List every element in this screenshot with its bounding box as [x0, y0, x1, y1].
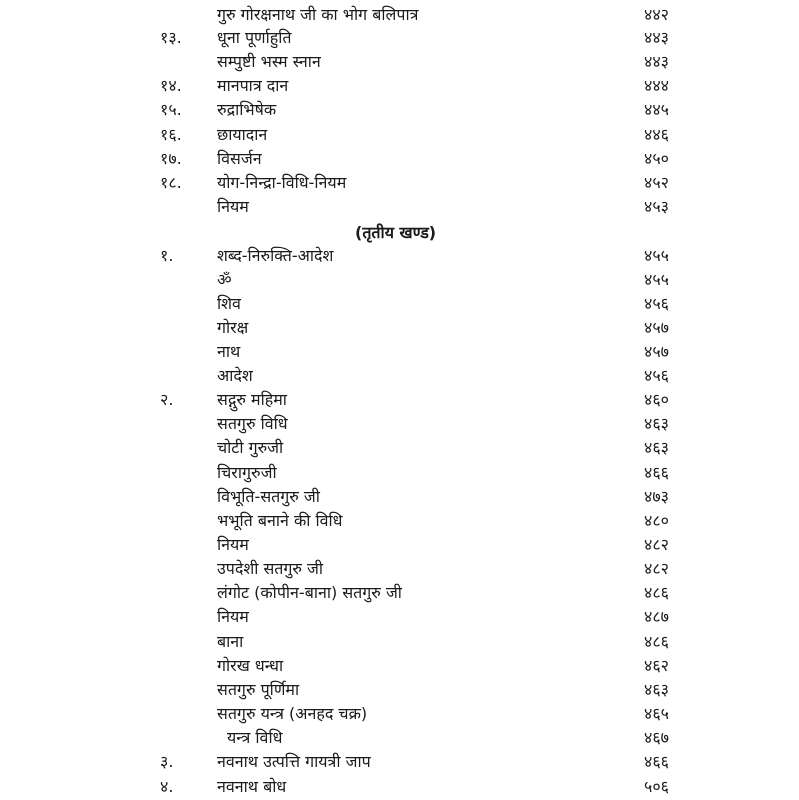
entry-page-number: ४८६ — [644, 583, 669, 602]
entry-page-number: ४५७ — [644, 342, 669, 361]
entry-title: छायादान — [217, 125, 268, 144]
entry-page-number: ४४३ — [644, 28, 669, 47]
entry-page-number: ४६३ — [644, 438, 669, 457]
toc-entry — [0, 581, 799, 605]
entry-title: सतगुरु पूर्णिमा — [217, 680, 300, 699]
toc-entry — [0, 557, 799, 581]
entry-page-number: ४६७ — [644, 728, 669, 747]
entry-title: नियम — [217, 197, 249, 216]
entry-title: शिव — [217, 294, 241, 313]
entry-number: १. — [160, 246, 174, 265]
toc-entry — [0, 750, 799, 774]
entry-page-number: ४४६ — [644, 125, 669, 144]
entry-page-number: ४६३ — [644, 680, 669, 699]
toc-entry — [0, 461, 799, 485]
entry-title: सम्पुष्टी भस्म स्नान — [217, 52, 321, 71]
entry-page-number: ४८२ — [644, 559, 669, 578]
entry-title: नवनाथ उत्पत्ति गायत्री जाप — [217, 752, 371, 771]
entry-title: गुरु गोरक्षनाथ जी का भोग बलिपात्र — [217, 5, 419, 24]
entry-number: १४. — [160, 76, 182, 95]
entry-page-number: ४६६ — [644, 463, 669, 482]
toc-entry — [0, 171, 799, 195]
entry-title: धूना पूर्णाहुति — [217, 28, 292, 47]
entry-title: नियम — [217, 607, 249, 626]
toc-entry — [0, 147, 799, 171]
entry-title: गोरक्ष — [217, 318, 249, 337]
toc-entry — [0, 26, 799, 50]
entry-page-number: ४५५ — [644, 246, 669, 265]
toc-entry — [0, 775, 799, 799]
entry-number: १३. — [160, 28, 182, 47]
entry-title: नियम — [217, 535, 249, 554]
entry-title: मानपात्र दान — [217, 76, 289, 95]
toc-entry — [0, 630, 799, 654]
entry-page-number: ५०६ — [644, 777, 669, 796]
entry-page-number: ४४२ — [644, 5, 669, 24]
entry-number: १६. — [160, 125, 182, 144]
entry-title: योग-निन्द्रा-विधि-नियम — [217, 173, 347, 192]
entry-page-number: ४५३ — [644, 197, 669, 216]
entry-title: सतगुरु विधि — [217, 414, 288, 433]
entry-title: उपदेशी सतगुरु जी — [217, 559, 324, 578]
entry-title: विसर्जन — [217, 149, 262, 168]
toc-entry — [0, 678, 799, 702]
entry-page-number: ४७३ — [644, 487, 669, 506]
section-heading: (तृतीय खण्ड) — [355, 223, 437, 242]
toc-entry — [0, 316, 799, 340]
toc-entry — [0, 268, 799, 292]
entry-title: नाथ — [217, 342, 241, 361]
toc-entry — [0, 533, 799, 557]
entry-page-number: ४६२ — [644, 656, 669, 675]
entry-title: ॐ — [217, 270, 232, 289]
entry-number: ४. — [160, 777, 174, 796]
toc-entry — [0, 195, 799, 219]
entry-title: शब्द-निरुक्ति-आदेश — [217, 246, 334, 265]
toc-entry — [0, 364, 799, 388]
toc-entry — [0, 340, 799, 364]
entry-page-number: ४५२ — [644, 173, 669, 192]
entry-title: सतगुरु यन्त्र (अनहद चक्र) — [217, 704, 368, 723]
entry-title: विभूति-सतगुरु जी — [217, 487, 320, 506]
entry-page-number: ४८७ — [644, 607, 669, 626]
entry-title: गोरख धन्धा — [217, 656, 284, 675]
entry-number: २. — [160, 390, 174, 409]
entry-title: बाना — [217, 632, 244, 651]
toc-entry — [0, 436, 799, 460]
entry-page-number: ४५७ — [644, 318, 669, 337]
toc-entry — [0, 388, 799, 412]
entry-title: नवनाथ बोध — [217, 777, 287, 796]
entry-page-number: ४५६ — [644, 366, 669, 385]
entry-page-number: ४५६ — [644, 294, 669, 313]
entry-title: चोटी गुरुजी — [217, 438, 284, 457]
toc-entry — [0, 98, 799, 122]
entry-page-number: ४६० — [644, 390, 669, 409]
entry-page-number: ४४३ — [644, 52, 669, 71]
toc-entry — [0, 244, 799, 268]
toc-entry — [0, 726, 799, 750]
entry-page-number: ४८० — [644, 511, 669, 530]
entry-title: लंगोट (कोपीन-बाना) सतगुरु जी — [217, 583, 402, 602]
entry-page-number: ४६५ — [644, 704, 669, 723]
toc-entry — [0, 74, 799, 98]
entry-title: चिरागुरुजी — [217, 463, 277, 482]
entry-title: आदेश — [217, 366, 253, 385]
entry-title: रुद्राभिषेक — [217, 100, 277, 119]
entry-page-number: ४६६ — [644, 752, 669, 771]
entry-number: १७. — [160, 149, 182, 168]
entry-page-number: ४८६ — [644, 632, 669, 651]
toc-entry — [0, 412, 799, 436]
entry-page-number: ४४४ — [644, 76, 669, 95]
toc-entry — [0, 292, 799, 316]
entry-page-number: ४८२ — [644, 535, 669, 554]
toc-entry — [0, 605, 799, 629]
toc-entry — [0, 654, 799, 678]
entry-title: भभूति बनाने की विधि — [217, 511, 343, 530]
toc-entry — [0, 3, 799, 27]
entry-page-number: ४४५ — [644, 100, 669, 119]
entry-page-number: ४६३ — [644, 414, 669, 433]
toc-entry — [0, 702, 799, 726]
entry-title: सद्गुरु महिमा — [217, 390, 287, 409]
toc-entry — [0, 485, 799, 509]
toc-entry — [0, 50, 799, 74]
entry-page-number: ४५५ — [644, 270, 669, 289]
section-heading-row — [0, 221, 799, 245]
entry-number: १५. — [160, 100, 182, 119]
toc-entry — [0, 509, 799, 533]
toc-entry — [0, 123, 799, 147]
entry-number: ३. — [160, 752, 174, 771]
entry-number: १८. — [160, 173, 182, 192]
entry-title: यन्त्र विधि — [227, 728, 283, 747]
entry-page-number: ४५० — [644, 149, 669, 168]
